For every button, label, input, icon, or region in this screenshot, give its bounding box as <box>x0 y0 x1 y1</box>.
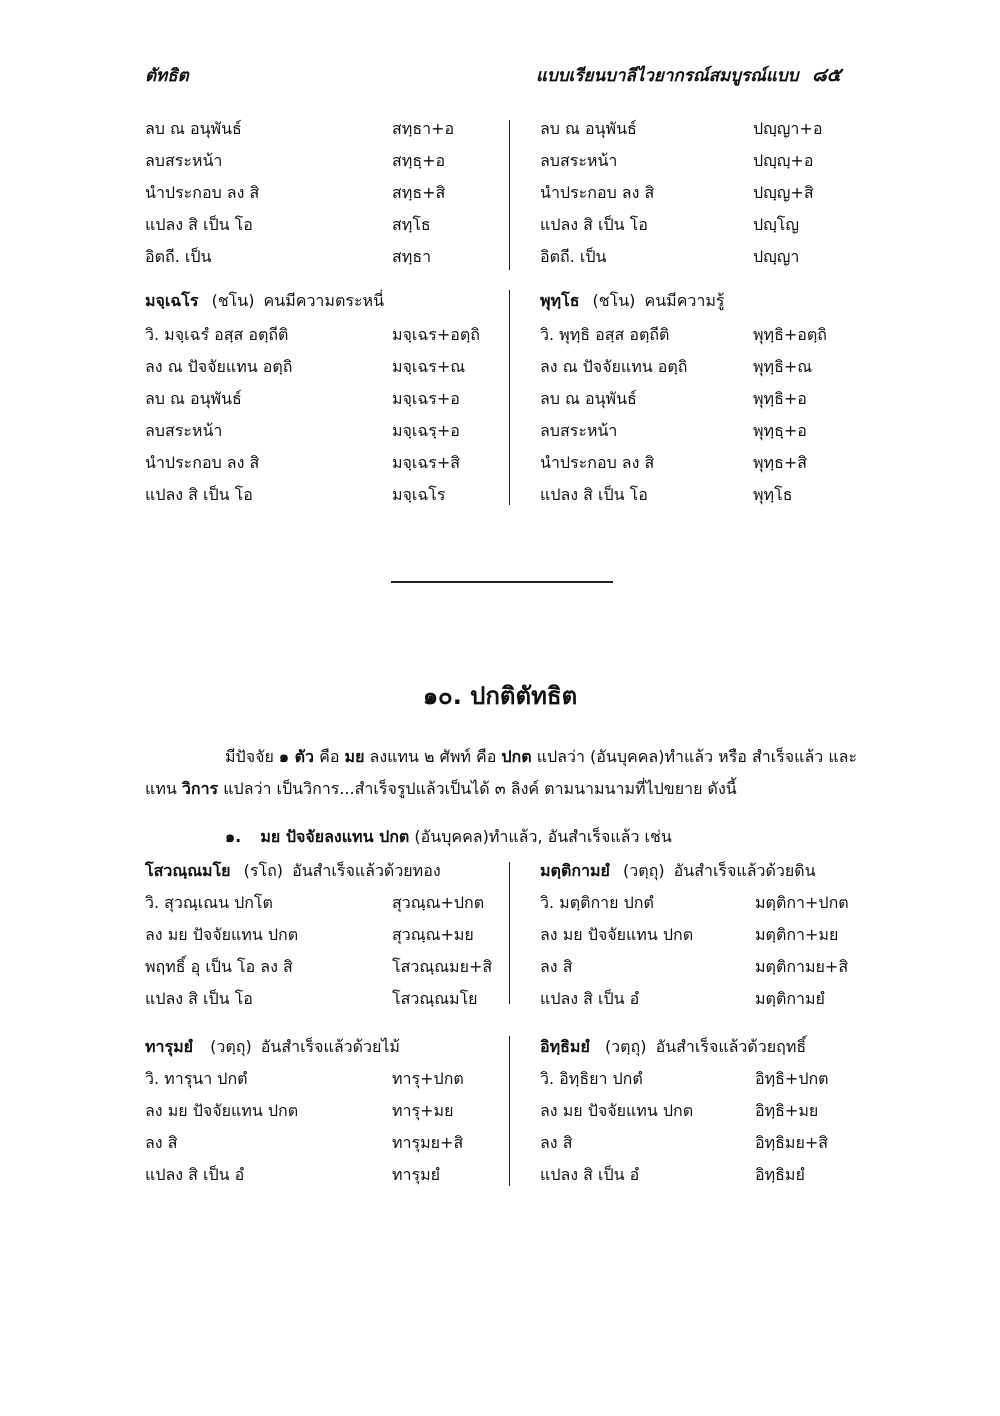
numbered-item-1 <box>225 822 672 852</box>
item-text: (อันบุคคล)ทำแล้ว, อันสำเร็จแล้ว เช่น <box>409 827 672 846</box>
step: อิตถี. เป็น <box>145 247 212 266</box>
entry-gender: (วตฺถุ) <box>604 1037 647 1056</box>
form: สทฺธ+สิ <box>392 183 446 202</box>
item-number: ๑. <box>225 827 242 846</box>
step: แปลง สิ เป็น โอ <box>145 989 253 1008</box>
column-divider <box>509 290 510 505</box>
column-divider <box>509 1036 510 1186</box>
step: วิ. พุทฺธิ อสฺส อตฺถีติ <box>540 325 670 344</box>
step: วิ. ทารุนา ปกตํ <box>145 1069 248 1088</box>
form: อิทฺธิมยํ <box>755 1165 805 1184</box>
form: โสวณฺณมย+สิ <box>392 957 493 976</box>
entry-title-row <box>540 1032 806 1062</box>
step: ลง ณ ปัจจัยแทน อตฺถิ <box>145 357 293 376</box>
intro-paragraph-line-2 <box>145 774 737 804</box>
form: มตฺติกามย+สิ <box>755 957 849 976</box>
bold-text: ปกต <box>501 747 532 766</box>
step: แปลง สิ เป็น อํ <box>145 1165 245 1184</box>
step: วิ. สุวณฺเณน ปกโต <box>145 893 273 912</box>
step: ลบ ณ อนุพันธ์ <box>540 119 637 138</box>
bold-text: มย <box>344 747 365 766</box>
entry-gender: (รโถ) <box>243 861 283 880</box>
entry-gender: (ชโน) <box>592 291 636 310</box>
entry-headword: อิทฺธิมยํ <box>540 1037 590 1056</box>
section-divider-rule <box>391 581 613 583</box>
form: สุวณฺณ+มย <box>392 925 474 944</box>
form: ทารุ+ปกต <box>392 1069 464 1088</box>
step: ลบสระหน้า <box>540 151 618 170</box>
section-heading: ๑๐. ปกติตัทธิต <box>422 682 578 710</box>
step: ลง สิ <box>145 1133 178 1152</box>
step: แปลง สิ เป็น โอ <box>540 215 648 234</box>
step: ลบ ณ อนุพันธ์ <box>540 389 637 408</box>
form: มตฺติกามยํ <box>755 989 825 1008</box>
form: อิทฺธิ+ปกต <box>755 1069 829 1088</box>
form: อิทฺธิมย+สิ <box>755 1133 829 1152</box>
step: ลง มย ปัจจัยแทน ปกต <box>540 1101 694 1120</box>
step: นำประกอบ ลง สิ <box>540 183 655 202</box>
form: พุทฺโธ <box>753 485 793 504</box>
step: วิ. อิทฺธิยา ปกตํ <box>540 1069 643 1088</box>
intro-paragraph-line-1 <box>225 742 857 772</box>
step: ลง สิ <box>540 1133 573 1152</box>
entry-headword: มตฺติกามยํ <box>540 861 610 880</box>
form: มตฺติกา+มย <box>755 925 839 944</box>
step: แปลง สิ เป็น อํ <box>540 989 640 1008</box>
form: มจฺเฉร+อตฺถิ <box>392 325 480 344</box>
entry-title-row <box>145 856 441 886</box>
form: มจฺเฉร+อ <box>392 389 460 408</box>
step: พฤทธิ์ อุ เป็น โอ ลง สิ <box>145 957 293 976</box>
text: แทน <box>145 779 182 798</box>
bold-text: ๑ ตัว <box>278 747 315 766</box>
form: พุทฺธิ+ณ <box>753 357 813 376</box>
step: แปลง สิ เป็น โอ <box>540 485 648 504</box>
entry-title-row <box>145 1032 400 1062</box>
form: พุทฺธิ+อ <box>753 389 807 408</box>
entry-meaning: อันสำเร็จแล้วด้วยดิน <box>673 861 816 880</box>
step: ลง มย ปัจจัยแทน ปกต <box>145 925 299 944</box>
form: อิทฺธิ+มย <box>755 1101 819 1120</box>
item-label: มย ปัจจัยลงแทน ปกต <box>260 827 410 846</box>
step: ลง มย ปัจจัยแทน ปกต <box>540 925 694 944</box>
form: สทฺธฺ+อ <box>392 151 446 170</box>
form: มจฺเฉร+ณ <box>392 357 466 376</box>
entry-headword: มจฺเฉโร <box>145 291 199 310</box>
form: สทฺธา <box>392 247 432 266</box>
entry-title-row <box>540 286 725 316</box>
entry-meaning: คนมีความรู้ <box>644 291 725 310</box>
step: ลบ ณ อนุพันธ์ <box>145 389 242 408</box>
running-header-title: แบบเรียนบาลีไวยากรณ์สมบูรณ์แบบ <box>536 66 799 86</box>
form: มจฺเฉโร <box>392 485 446 504</box>
step: ลง ณ ปัจจัยแทน อตฺถิ <box>540 357 688 376</box>
step: วิ. มจฺเฉรํ อสฺส อตฺถีติ <box>145 325 289 344</box>
step: นำประกอบ ลง สิ <box>145 183 260 202</box>
text: แปลว่า เป็นวิการ...สำเร็จรูปแล้วเป็นได้ ๓ ลิงค์ ตามนามนามที่ไปขยาย ดังนี้ <box>218 779 737 798</box>
form: พุทฺธิ+อตฺถิ <box>753 325 827 344</box>
text: แปลว่า (อันบุคคล)ทำแล้ว หรือ สำเร็จแล้ว และ <box>531 747 858 766</box>
step: นำประกอบ ลง สิ <box>540 453 655 472</box>
entry-headword: ทารุมยํ <box>145 1037 194 1056</box>
form: ปญฺญา <box>753 247 800 266</box>
step: แปลง สิ เป็น โอ <box>145 215 253 234</box>
entry-gender: (วตฺถุ) <box>623 861 665 880</box>
entry-meaning: อันสำเร็จแล้วด้วยฤทธิ์ <box>655 1037 807 1056</box>
running-header-left: ตัทธิต <box>145 66 189 86</box>
form: ปญฺญ+สิ <box>753 183 814 202</box>
form: ปญฺโญ <box>753 215 800 234</box>
form: ทารุ+มย <box>392 1101 454 1120</box>
form: พุทฺธ+สิ <box>753 453 808 472</box>
column-divider <box>509 120 510 270</box>
entry-headword: พุทฺโธ <box>540 291 580 310</box>
page-number: ๘๕ <box>812 64 842 86</box>
form: สทฺโธ <box>392 215 431 234</box>
entry-title-row <box>540 856 816 886</box>
bold-text: วิการ <box>181 779 219 798</box>
form: ทารุมย+สิ <box>392 1133 464 1152</box>
form: ปญฺญฺ+อ <box>753 151 814 170</box>
column-divider <box>509 862 510 1004</box>
step: นำประกอบ ลง สิ <box>145 453 260 472</box>
entry-gender: (วตฺถุ) <box>210 1037 252 1056</box>
text: ลงแทน ๒ ศัพท์ คือ <box>364 747 502 766</box>
step: ลบ ณ อนุพันธ์ <box>145 119 242 138</box>
text: มีปัจจัย <box>225 747 279 766</box>
step: วิ. มตฺติกาย ปกตํ <box>540 893 654 912</box>
entry-headword: โสวณฺณมโย <box>145 861 231 880</box>
entry-gender: (ชโน) <box>211 291 255 310</box>
step: ลบสระหน้า <box>145 151 223 170</box>
step: อิตถี. เป็น <box>540 247 607 266</box>
form: ปญฺญา+อ <box>753 119 823 138</box>
step: แปลง สิ เป็น โอ <box>145 485 253 504</box>
form: มจฺเฉรฺ+อ <box>392 421 460 440</box>
form: มตฺติกา+ปกต <box>755 893 849 912</box>
form: สทฺธา+อ <box>392 119 455 138</box>
entry-meaning: อันสำเร็จแล้วด้วยทอง <box>292 861 441 880</box>
text: คือ <box>314 747 345 766</box>
entry-meaning: คนมีความตระหนี่ <box>263 291 385 310</box>
form: พุทฺธฺ+อ <box>753 421 807 440</box>
entry-meaning: อันสำเร็จแล้วด้วยไม้ <box>260 1037 400 1056</box>
step: ลง มย ปัจจัยแทน ปกต <box>145 1101 299 1120</box>
form: ทารุมยํ <box>392 1165 441 1184</box>
entry-title-row <box>145 286 384 316</box>
step: ลบสระหน้า <box>540 421 618 440</box>
step: ลบสระหน้า <box>145 421 223 440</box>
form: มจฺเฉร+สิ <box>392 453 461 472</box>
step: แปลง สิ เป็น อํ <box>540 1165 640 1184</box>
form: สุวณฺณ+ปกต <box>392 893 485 912</box>
step: ลง สิ <box>540 957 573 976</box>
form: โสวณฺณมโย <box>392 989 478 1008</box>
